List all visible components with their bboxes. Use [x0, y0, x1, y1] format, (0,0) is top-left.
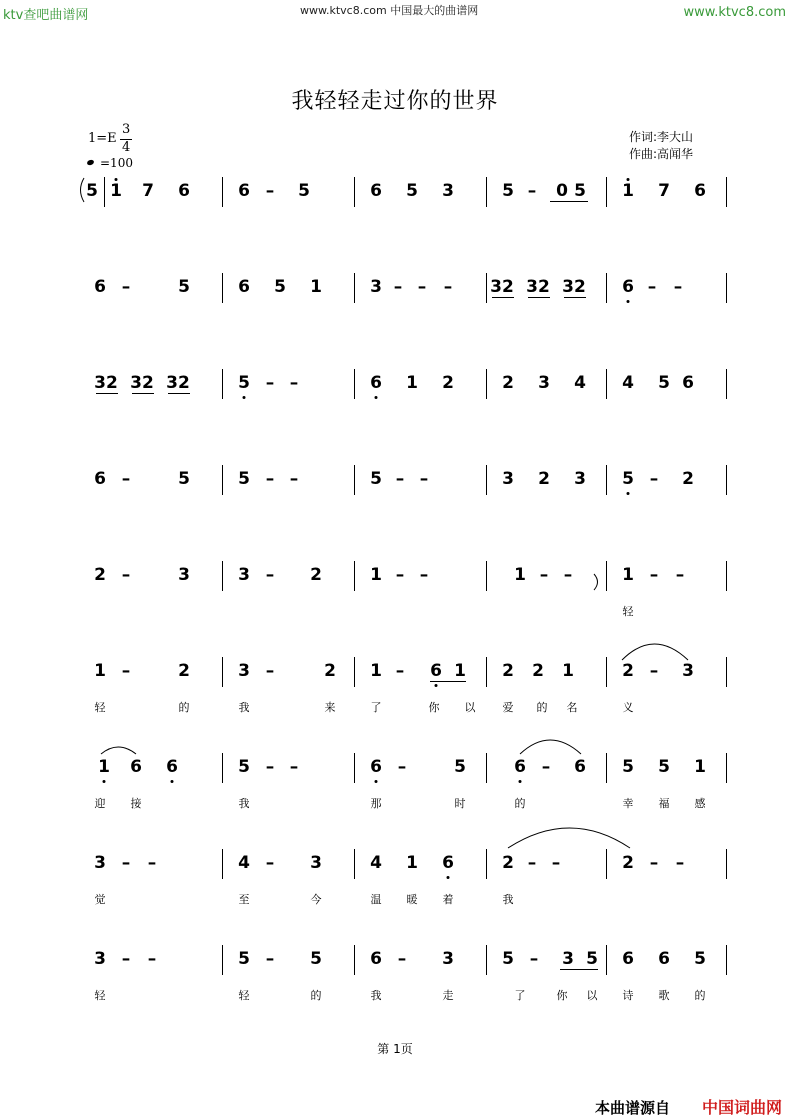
- score-note: 32: [94, 373, 118, 393]
- time-signature-bottom: 4: [122, 140, 131, 155]
- score-note: 3: [442, 181, 454, 201]
- lyric-syllable: 你: [428, 701, 440, 714]
- score-note: 1: [562, 661, 574, 681]
- lyric-syllable: 的: [694, 989, 706, 1002]
- score-note: –: [649, 565, 659, 585]
- score-note: 3: [238, 565, 250, 585]
- score-note: 2: [502, 373, 514, 393]
- score-note: 5: [238, 373, 250, 393]
- score-note: –: [121, 469, 131, 489]
- score-note: 7: [658, 181, 670, 201]
- lyric-syllable: 轻: [94, 701, 106, 714]
- score-note: 5: [658, 757, 670, 777]
- slur-row7-6-6: [520, 740, 581, 754]
- score-note: 3: [238, 661, 250, 681]
- lyric-syllable: 名: [566, 701, 578, 714]
- lyricist-credit: 作词:李大山: [629, 130, 694, 144]
- score-note: 5: [658, 373, 670, 393]
- score-note: 6: [622, 277, 634, 297]
- lyric-syllable: 轻: [94, 989, 106, 1002]
- score-note: –: [121, 853, 131, 873]
- score-note: 2: [538, 469, 550, 489]
- score-note: 2: [324, 661, 336, 681]
- score-note: 3: [442, 949, 454, 969]
- score-note: 32: [130, 373, 154, 393]
- score-note: 5: [454, 757, 466, 777]
- score-note: –: [395, 661, 405, 681]
- score-note: 5: [502, 181, 514, 201]
- score-note: 5: [274, 277, 286, 297]
- score-note: 2: [442, 373, 454, 393]
- score-note: –: [647, 277, 657, 297]
- score-note: –: [397, 949, 407, 969]
- score-note: 6: [370, 949, 382, 969]
- lyric-syllable: 走: [442, 989, 454, 1002]
- score-note: 3: [682, 661, 694, 681]
- score-note: 6: [94, 277, 106, 297]
- lyric-syllable: 爱: [502, 701, 514, 714]
- footer-source: 本曲谱源自: [594, 1099, 670, 1117]
- lyric-syllable: 感: [694, 797, 706, 810]
- score-note: –: [675, 565, 685, 585]
- score-note: 2: [622, 661, 634, 681]
- score-note: 2: [94, 565, 106, 585]
- score-note: 5: [622, 757, 634, 777]
- score-note: 5: [310, 949, 322, 969]
- score-note: 5: [238, 469, 250, 489]
- score-note: 5: [178, 277, 190, 297]
- lyric-syllable: 福: [658, 797, 670, 810]
- score-note: –: [397, 757, 407, 777]
- score-note: 6: [694, 181, 706, 201]
- score-note: 3: [178, 565, 190, 585]
- lyric-syllable: 时: [454, 797, 466, 810]
- score-note: 6: [370, 757, 382, 777]
- composer-credit: 作曲:高闻华: [629, 147, 694, 161]
- score-note: 4: [238, 853, 250, 873]
- score-note: 5: [574, 181, 586, 201]
- score-note: 1: [694, 757, 706, 777]
- score-note: 6: [238, 277, 250, 297]
- lyric-syllable: 接: [130, 797, 142, 810]
- score-note: –: [673, 277, 683, 297]
- tempo-marking: =100: [100, 156, 133, 170]
- score-note: 4: [574, 373, 586, 393]
- score-note: –: [527, 181, 537, 201]
- lyric-syllable: 轻: [622, 605, 634, 618]
- score-note: –: [289, 373, 299, 393]
- lyric-syllable: 我: [502, 893, 514, 906]
- score-note: 2: [532, 661, 544, 681]
- score-note: 5: [86, 181, 98, 201]
- lyric-syllable: 的: [536, 701, 548, 714]
- score-note: 5: [238, 949, 250, 969]
- score-note: –: [419, 565, 429, 585]
- score-note: 3: [310, 853, 322, 873]
- score-note: 7: [142, 181, 154, 201]
- score-note: 1: [622, 181, 634, 201]
- score-note: 2: [622, 853, 634, 873]
- score-note: –: [539, 565, 549, 585]
- score-note: 1: [406, 373, 418, 393]
- score-note: 6: [370, 181, 382, 201]
- lyric-syllable: 那: [370, 797, 382, 810]
- score-note: –: [121, 661, 131, 681]
- lyric-syllable: 了: [370, 701, 382, 714]
- score-note: –: [395, 565, 405, 585]
- score-note: 0: [556, 181, 568, 201]
- score-note: 6: [514, 757, 526, 777]
- score-note: 6: [166, 757, 178, 777]
- score-note: 4: [370, 853, 382, 873]
- score-note: –: [121, 949, 131, 969]
- score-note: 6: [370, 373, 382, 393]
- score-note: 3: [538, 373, 550, 393]
- lyric-syllable: 今: [310, 893, 322, 906]
- score-note: –: [419, 469, 429, 489]
- score-note: 1: [454, 661, 466, 681]
- score-note: 5: [622, 469, 634, 489]
- score-note: –: [417, 277, 427, 297]
- score-note: 6: [442, 853, 454, 873]
- score-note: 32: [490, 277, 514, 297]
- lyric-syllable: 以: [586, 989, 598, 1002]
- score-note: 3: [562, 949, 574, 969]
- score-note: 1: [94, 661, 106, 681]
- score-note: 6: [658, 949, 670, 969]
- score-note: 1: [622, 565, 634, 585]
- score-note: –: [265, 181, 275, 201]
- score-note: –: [395, 469, 405, 489]
- slur-row7-1-6: [101, 747, 136, 754]
- time-signature-top: 3: [122, 122, 131, 137]
- score-note: 6: [238, 181, 250, 201]
- score-note: –: [147, 853, 157, 873]
- score-note: 6: [682, 373, 694, 393]
- lyric-syllable: 的: [310, 989, 322, 1002]
- score-note: –: [443, 277, 453, 297]
- song-title: 我轻轻走过你的世界: [291, 89, 499, 114]
- score-note: 6: [430, 661, 442, 681]
- score-note: –: [563, 565, 573, 585]
- lyric-syllable: 义: [622, 701, 634, 714]
- score-note: 3: [502, 469, 514, 489]
- score-note: 2: [502, 853, 514, 873]
- score-note: 6: [130, 757, 142, 777]
- lyric-syllable: 着: [442, 893, 454, 906]
- score-note: 1: [310, 277, 322, 297]
- key-signature: 1=E: [88, 131, 117, 146]
- watermark-left: ktv查吧曲谱网: [3, 8, 89, 23]
- score-note: –: [527, 853, 537, 873]
- score-note: 5: [586, 949, 598, 969]
- repeat-open: [81, 178, 85, 202]
- score-note: –: [147, 949, 157, 969]
- lyric-syllable: 温: [370, 893, 382, 906]
- score-note: 1: [110, 181, 122, 201]
- score-note: –: [529, 949, 539, 969]
- score-note: 5: [694, 949, 706, 969]
- score-note: 3: [574, 469, 586, 489]
- score-note: 3: [94, 853, 106, 873]
- score-note: –: [265, 373, 275, 393]
- score-note: –: [393, 277, 403, 297]
- score-note: –: [649, 661, 659, 681]
- score-note: 4: [622, 373, 634, 393]
- score-note: 3: [94, 949, 106, 969]
- lyric-syllable: 我: [238, 701, 250, 714]
- lyric-syllable: 的: [514, 797, 526, 810]
- score-note: 2: [502, 661, 514, 681]
- lyric-syllable: 的: [178, 701, 190, 714]
- score-note: –: [265, 469, 275, 489]
- score-note: 5: [298, 181, 310, 201]
- score-note: 5: [406, 181, 418, 201]
- score-note: –: [265, 661, 275, 681]
- score-note: 32: [562, 277, 586, 297]
- slur-row6-2-3: [622, 644, 688, 660]
- slur-row8-2-2: [508, 828, 630, 848]
- score-note: –: [265, 853, 275, 873]
- score-note: 1: [370, 661, 382, 681]
- score-note: 5: [502, 949, 514, 969]
- score-note: 32: [166, 373, 190, 393]
- score-note: 2: [682, 469, 694, 489]
- score-note: 1: [370, 565, 382, 585]
- score-note: 6: [178, 181, 190, 201]
- score-note: –: [551, 853, 561, 873]
- score-note: 6: [574, 757, 586, 777]
- lyric-syllable: 至: [238, 893, 250, 906]
- lyric-syllable: 迎: [94, 797, 106, 810]
- score-note: –: [649, 853, 659, 873]
- score-note: 5: [370, 469, 382, 489]
- lyric-syllable: 觉: [94, 893, 106, 906]
- score-note: –: [121, 277, 131, 297]
- score-note: –: [121, 565, 131, 585]
- lyric-syllable: 歌: [658, 989, 670, 1002]
- watermark-right: www.ktvc8.com: [683, 5, 786, 20]
- score-note: –: [289, 469, 299, 489]
- score-note: 2: [178, 661, 190, 681]
- lyric-syllable: 来: [324, 701, 336, 714]
- score-note: 5: [178, 469, 190, 489]
- lyric-syllable: 以: [464, 701, 476, 714]
- score-note: 5: [238, 757, 250, 777]
- lyric-syllable: 我: [238, 797, 250, 810]
- page-number: 第 1页: [377, 1042, 413, 1056]
- score-note: 32: [526, 277, 550, 297]
- score-note: 1: [406, 853, 418, 873]
- score-note: –: [649, 469, 659, 489]
- lyric-syllable: 了: [514, 989, 526, 1002]
- score-note: 2: [310, 565, 322, 585]
- lyric-syllable: 你: [556, 989, 568, 1002]
- footer-site: 中国词曲网: [701, 1098, 782, 1117]
- score-note: –: [265, 949, 275, 969]
- score-note: 6: [94, 469, 106, 489]
- slur-row5-end: [594, 574, 598, 590]
- score-note: –: [265, 565, 275, 585]
- lyric-syllable: 轻: [238, 989, 250, 1002]
- score-note: 1: [514, 565, 526, 585]
- score-note: –: [265, 757, 275, 777]
- watermark-center: www.ktvc8.com 中国最大的曲谱网: [300, 4, 479, 17]
- score-note: 1: [98, 757, 110, 777]
- score-note: 3: [370, 277, 382, 297]
- score-note: –: [675, 853, 685, 873]
- score-note: 6: [622, 949, 634, 969]
- lyric-syllable: 我: [370, 989, 382, 1002]
- score-note: –: [289, 757, 299, 777]
- lyric-syllable: 诗: [622, 989, 634, 1002]
- score-note: –: [541, 757, 551, 777]
- lyric-syllable: 幸: [622, 797, 634, 810]
- lyric-syllable: 暖: [406, 893, 418, 906]
